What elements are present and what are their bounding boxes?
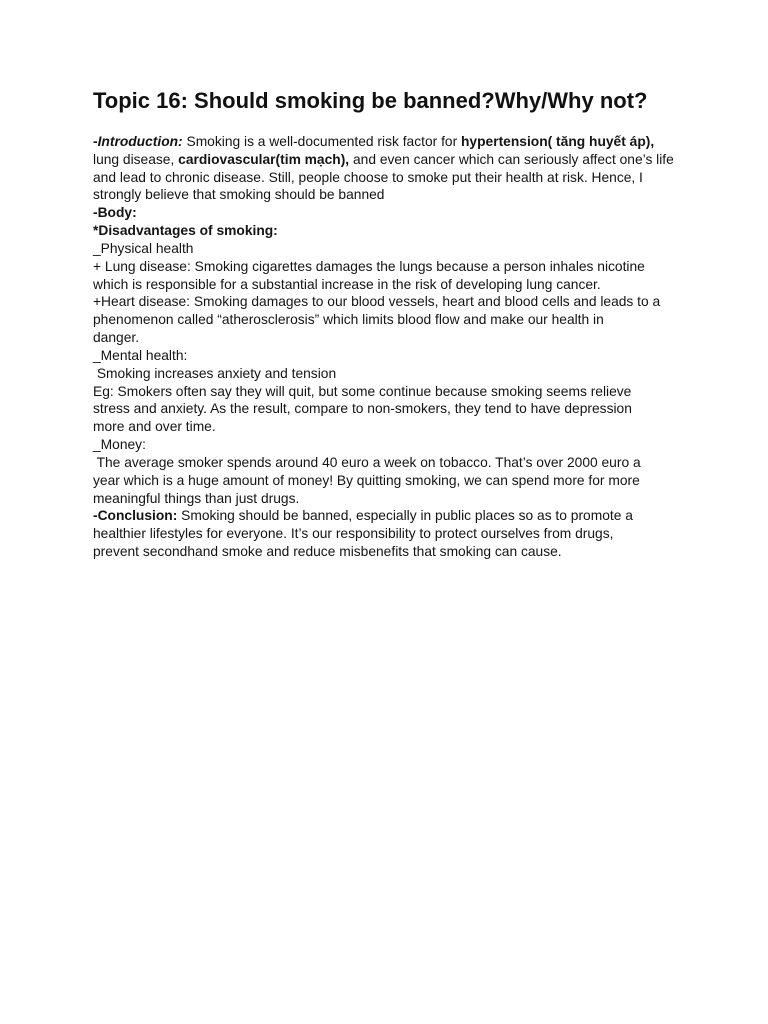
mental-health-example-line: Eg: Smokers often say they will quit, but some continue because smoking seems relieve [93, 383, 632, 399]
introduction-text: Smoking is a well-documented risk factor for [182, 134, 461, 149]
conclusion-line: prevent secondhand smoke and reduce misbenefits that smoking can cause. [93, 544, 562, 560]
conclusion-text: Smoking should be banned, especially in public places so as to promote a [177, 508, 633, 524]
physical-health-heading: _Physical health [93, 240, 194, 256]
introduction-text: lung disease, [93, 151, 179, 167]
mental-health-example-line: stress and anxiety. As the result, compare to non-smokers, they tend to have depression [93, 401, 632, 417]
introduction-line [93, 133, 733, 151]
lung-disease-line: + Lung disease: Smoking cigarettes damages the lungs because a person inhales nicotine [93, 258, 645, 274]
money-subsection [93, 436, 733, 507]
mental-health-heading: _Mental health: [93, 347, 188, 363]
heart-disease-line: phenomenon called “atherosclerosis” which limits blood flow and make our health in [93, 312, 604, 328]
introduction-text: and even cancer which can seriously affect one’s life [349, 151, 674, 167]
money-line: meaningful things than just drugs. [93, 490, 300, 506]
introduction-line: strongly believe that smoking should be banned [93, 187, 385, 203]
introduction-section [93, 133, 733, 204]
body-section [93, 204, 733, 507]
key-term-cardiovascular: cardiovascular(tim mạch), [178, 151, 350, 167]
heart-disease-line: danger. [93, 330, 140, 346]
page-title: Topic 16: Should smoking be banned?Why/Why not? [93, 88, 648, 113]
key-term-hypertension: hypertension( tăng huyết áp), [461, 134, 655, 149]
mental-health-point: Smoking increases anxiety and tension [93, 365, 337, 381]
body-label: -Body: [93, 205, 137, 221]
money-line: year which is a huge amount of money! By quitting smoking, we can spend more for more [93, 472, 640, 488]
heart-disease-line: +Heart disease: Smoking damages to our blood vessels, heart and blood cells and leads to a [93, 294, 661, 310]
conclusion-line: healthier lifestyles for everyone. It’s our responsibility to protect ourselves from drugs, [93, 526, 614, 542]
money-line: The average smoker spends around 40 euro a week on tobacco. That’s over 2000 euro a [93, 454, 641, 470]
conclusion-section [93, 507, 733, 560]
physical-health-subsection [93, 240, 733, 347]
introduction-label: -Introduction: [93, 134, 183, 149]
money-heading: _Money: [93, 437, 146, 453]
introduction-line [93, 151, 733, 169]
mental-health-example-line: more and over time. [93, 419, 216, 435]
mental-health-subsection [93, 347, 733, 436]
disadvantages-heading: *Disadvantages of smoking: [93, 223, 278, 239]
conclusion-label: -Conclusion: [93, 508, 178, 524]
conclusion-line [93, 507, 733, 525]
introduction-line: and lead to chronic disease. Still, people choose to smoke put their health at risk. Hence, I [93, 169, 643, 185]
lung-disease-line: which is responsible for a substantial increase in the risk of developing lung cancer. [93, 276, 601, 292]
essay-content [93, 133, 733, 561]
